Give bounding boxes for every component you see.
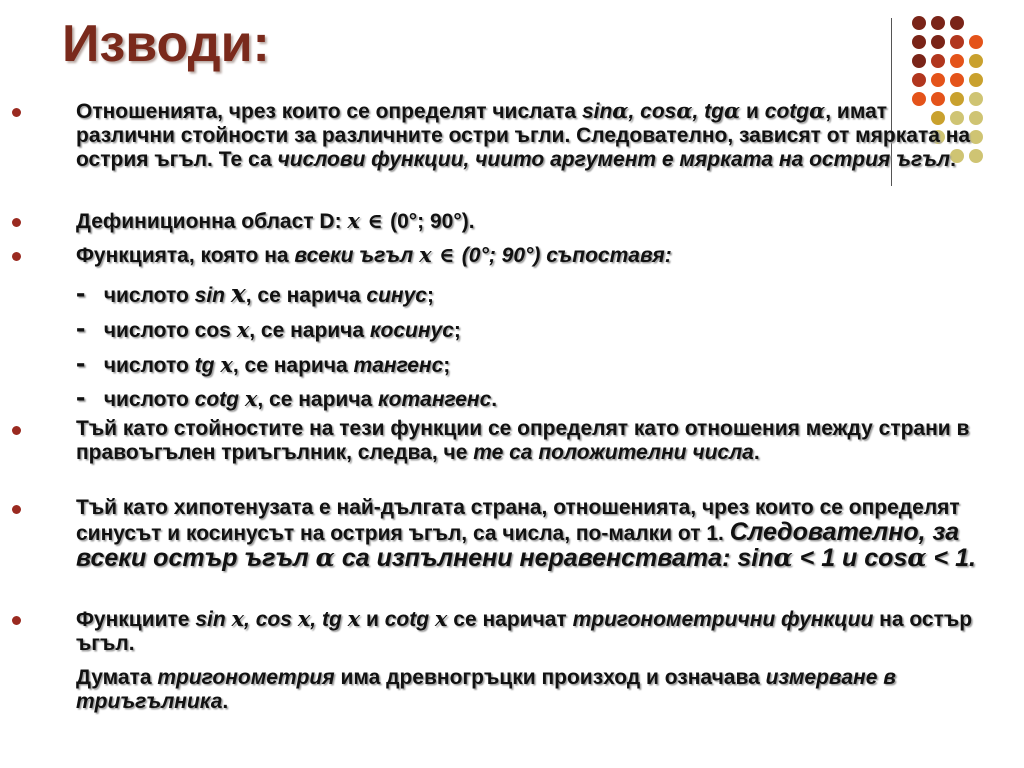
dot xyxy=(931,73,945,87)
bullet-6-text: Функциите sin x, cos x, tg x и cotg x се наричат тригонометрични функции на остър ъгъл. xyxy=(76,606,973,655)
dot xyxy=(950,73,964,87)
function-sin-line: - числото sin x, се нарича синус; xyxy=(76,277,434,308)
dot xyxy=(969,35,983,49)
bullet-3-text: Функцията, която на всеки ъгъл x ∈ (0°; 90°) съпоставя: xyxy=(76,242,672,267)
bullet-marker xyxy=(12,616,21,625)
dot xyxy=(950,54,964,68)
dot xyxy=(969,73,983,87)
function-cotg-line: - числото cotg x, се нарича котангенс. xyxy=(76,381,498,412)
dot xyxy=(931,16,945,30)
bullet-marker xyxy=(12,426,21,435)
bullet-4-text: Тъй като стойностите на тези функции се определят като отношения между страни в правоъгълен триъгълник, следва, че те са положителни числа. xyxy=(76,417,970,464)
bullet-marker xyxy=(12,108,21,117)
dot xyxy=(912,54,926,68)
bullet-marker xyxy=(12,218,21,227)
bullet-marker xyxy=(12,505,21,514)
dot xyxy=(969,54,983,68)
function-cos-line: - числото cos x, се нарича косинус; xyxy=(76,312,461,343)
dot xyxy=(950,35,964,49)
function-tg-line: - числото tg x, се нарича тангенс; xyxy=(76,347,451,378)
bullet-marker xyxy=(12,252,21,261)
dot xyxy=(950,16,964,30)
closing-paragraph: Думата тригонометрия има древногръцки произход и означава измерване в триъгълника. xyxy=(76,666,896,713)
bullet-1-text: Отношенията, чрез които се определят числата sinα, cosα, tgα и cotgα, имат различни стойности за различните остри ъгли. Следователно, зависят от мярката на острия ъгъл. Те са числови функции, чиито аргумент е мярката на острия ъгъл. xyxy=(76,98,971,171)
dot xyxy=(912,35,926,49)
slide-title: Изводи: xyxy=(62,15,270,73)
dot xyxy=(912,73,926,87)
dot xyxy=(912,16,926,30)
bullet-5-text: Тъй като хипотенузата е най-дългата страна, отношенията, чрез които се определят синусът и косинусът на острия ъгъл, са числа, по-малки от 1. Следователно, за всеки остър ъгъл α са изпълнени неравенствата: sinα < 1 и cosα < 1. xyxy=(76,496,976,572)
dot xyxy=(931,54,945,68)
bullet-2-text: Дефиниционна област D: x ∈ (0°; 90°). xyxy=(76,208,475,233)
dot xyxy=(931,35,945,49)
